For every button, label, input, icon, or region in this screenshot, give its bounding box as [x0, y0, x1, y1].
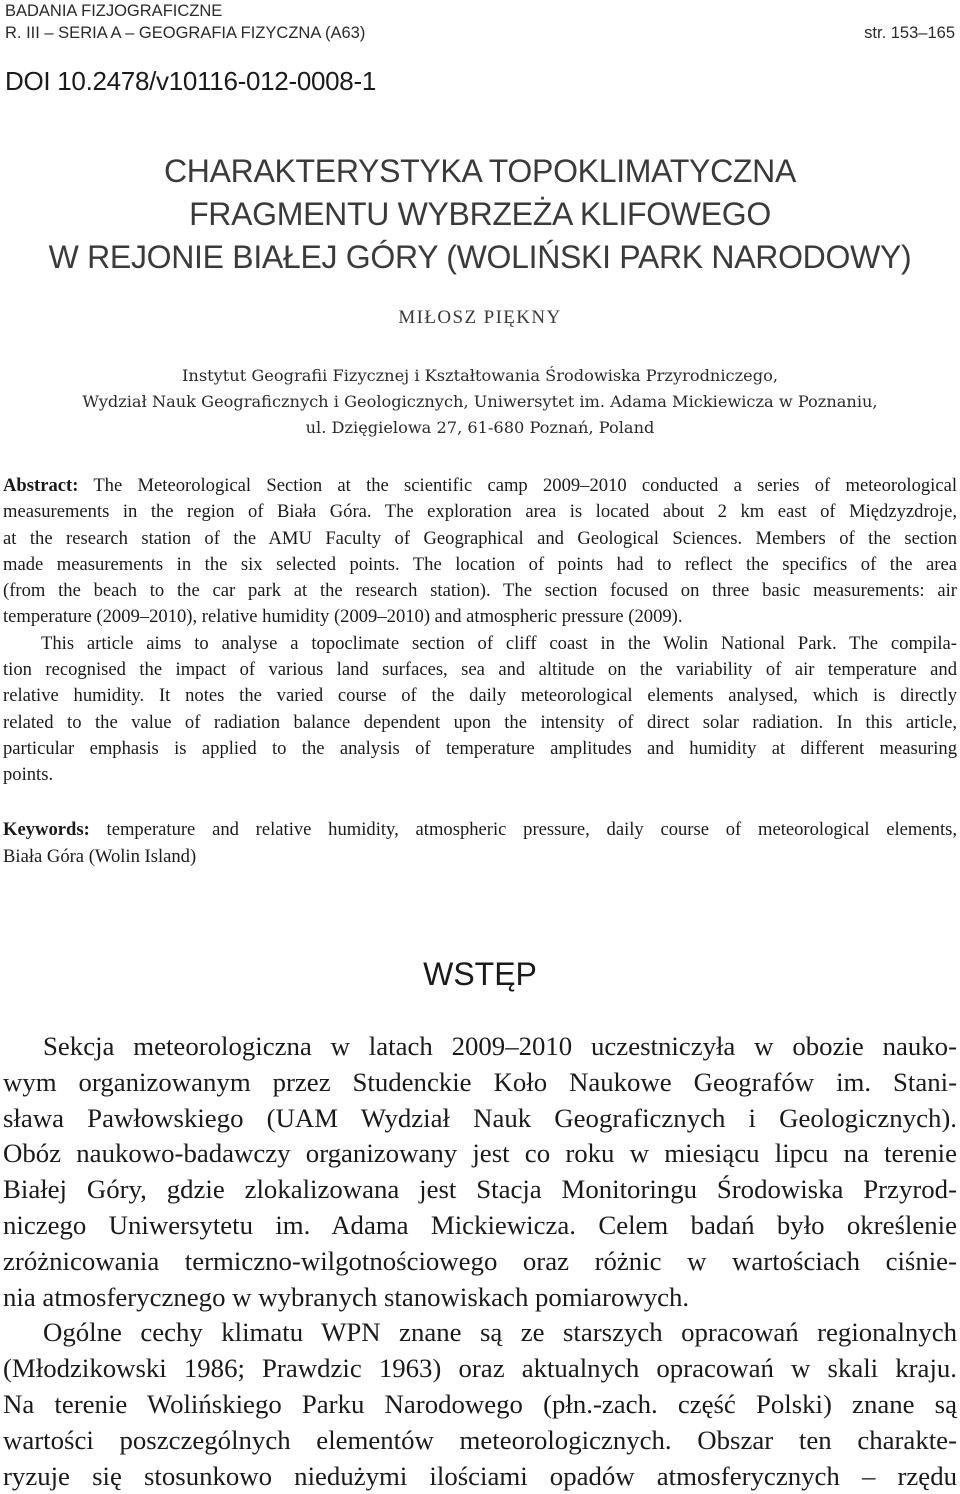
abstract-line: made measurements in the six selected points. The location of points had to reflect the specifics of the area: [3, 553, 957, 575]
body-line: Na terenie Wolińskiego Parku Narodowego (płn.-zach. część Polski) znane są: [3, 1388, 957, 1419]
title-line: W REJONIE BIAŁEJ GÓRY (WOLIŃSKI PARK NARODOWY): [48, 239, 912, 275]
body-line: nia atmosferycznego w wybranych stanowiskach pomiarowych.: [3, 1281, 690, 1312]
affiliation-line: ul. Dzięgielowa 27, 61-680 Poznań, Poland: [305, 418, 655, 437]
body-line: Ogólne cechy klimatu WPN znane są ze starszych opracowań regionalnych: [43, 1317, 957, 1348]
abstract-line: (from the beach to the car park at the research station). The section focused on three basic measurements: air: [3, 580, 957, 602]
keywords-line: [3, 817, 957, 844]
series-header: [5, 0, 955, 44]
abstract-line: relative humidity. It notes the varied course of the daily meteorological elements analysed, which is directly: [3, 685, 957, 707]
body-line: wym organizowanym przez Studenckie Koło Naukowe Geografów im. Stani-: [3, 1066, 957, 1097]
body-line: wartości poszczególnych elementów meteorologicznych. Obszar ten charakte-: [3, 1424, 957, 1455]
affiliation: [0, 363, 960, 441]
abstract-line: at the research station of the AMU Faculty of Geographical and Geological Sciences. Members of the section: [3, 527, 957, 549]
abstract-line: This article aims to analyse a topoclimate section of cliff coast in the Wolin National Park. The compila-: [41, 632, 957, 654]
doi: DOI 10.2478/v10116-012-0008-1: [5, 66, 376, 96]
abstract-line: tion recognised the impact of various land surfaces, sea and altitude on the variability of air temperature and: [3, 659, 957, 681]
abstract-line: measurements in the region of Biała Góra. The exploration area is located about 2 km east of Międzyzdroje,: [3, 501, 957, 523]
keywords: [3, 817, 957, 870]
author-name: MIŁOSZ PIĘKNY: [398, 307, 562, 328]
body-line: zróżnicowania termiczno-wilgotnościowego oraz różnic w wartościach ciśnie-: [3, 1245, 957, 1276]
abstract-line: particular emphasis is applied to the analysis of temperature amplitudes and humidity at different measuring: [3, 737, 957, 759]
section-heading: WSTĘP: [423, 956, 537, 992]
series-name: [5, 0, 955, 22]
page-range: str. 153–165: [864, 24, 955, 42]
title-line: CHARAKTERYSTYKA TOPOKLIMATYCZNA: [163, 153, 797, 189]
affiliation-line: Instytut Geografii Fizycznej i Kształtowania Środowiska Przyrodniczego,: [182, 366, 778, 385]
body-line: Sekcja meteorologiczna w latach 2009–2010 uczestniczyła w obozie nauko-: [43, 1031, 957, 1061]
series-line-1: BADANIA FIZJOGRAFICZNE: [5, 2, 223, 20]
abstract-line: related to the value of radiation balance dependent upon the intensity of direct solar radiation. In this article,: [3, 711, 957, 733]
series-line-2: R. III – SERIA A – GEOGRAFIA FIZYCZNA (A63): [5, 24, 366, 42]
keywords-line: Biała Góra (Wolin Island): [3, 845, 197, 867]
body-line: niczego Uniwersytetu im. Adama Mickiewicza. Celem badań było określenie: [3, 1209, 957, 1240]
abstract-line: points.: [3, 764, 54, 786]
body-line: (Młodzikowski 1986; Prawdzic 1963) oraz aktualnych opracowań w skali kraju.: [3, 1353, 957, 1384]
article-title: [0, 150, 960, 279]
abstract-label: Abstract:: [3, 475, 79, 496]
body-line: sława Pawłowskiego (UAM Wydział Nauk Geograficznych i Geologicznych).: [3, 1102, 957, 1133]
body-line: ryzuje się stosunkowo niedużymi ilościami opadów atmosferycznych – rzędu: [3, 1460, 957, 1491]
body-line: Obóz naukowo-badawczy organizowany jest co roku w miesiącu lipcu na terenie: [3, 1138, 957, 1169]
series-details: [5, 22, 955, 44]
abstract-line: temperature (2009–2010), relative humidity (2009–2010) and atmospheric pressure (2009).: [3, 606, 683, 628]
affiliation-line: Wydział Nauk Geograficznych i Geologicznych, Uniwersytet im. Adama Mickiewicza w Poznaniu,: [82, 392, 878, 411]
abstract-line: [3, 473, 957, 499]
title-line: FRAGMENTU WYBRZEŻA KLIFOWEGO: [189, 196, 771, 232]
abstract: [3, 473, 957, 789]
keywords-label: Keywords:: [3, 819, 90, 840]
keywords-text: temperature and relative humidity, atmospheric pressure, daily course of meteorological elements,: [106, 819, 957, 840]
body-text: [3, 1029, 957, 1494]
body-line: Białej Góry, gdzie zlokalizowana jest Stacja Monitoringu Środowiska Przyrod-: [3, 1174, 957, 1205]
abstract-text: The Meteorological Section at the scientific camp 2009–2010 conducted a series of meteorological: [93, 475, 957, 496]
